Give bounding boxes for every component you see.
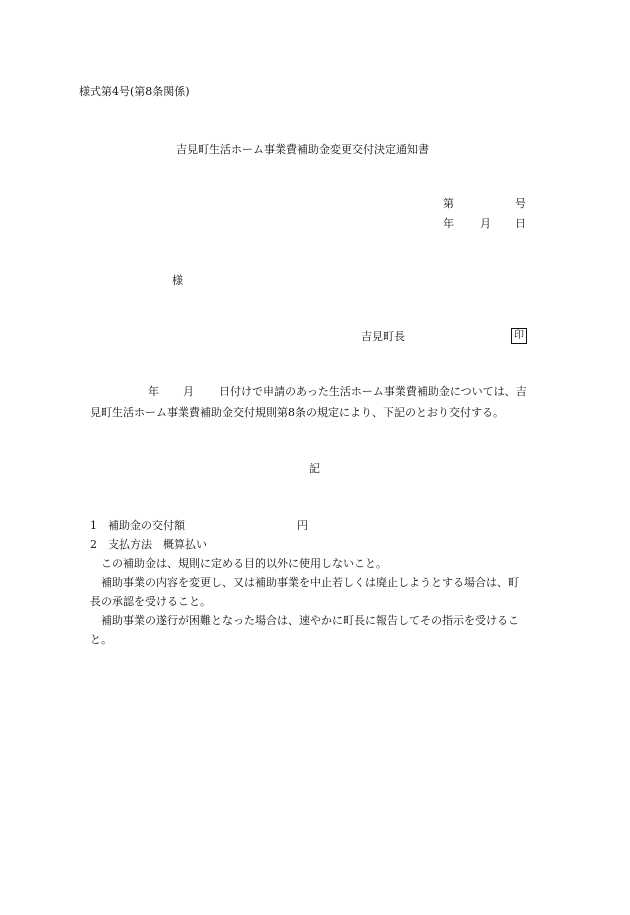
issuer-name: 吉見町長	[361, 330, 405, 343]
seal-mark: 印	[511, 328, 527, 344]
form-label: 様式第4号(第8条関係)	[79, 85, 190, 98]
item-2: 2 支払方法 概算払い	[90, 538, 207, 551]
body-line1: 日付けで申請のあった生活ホーム事業費補助金については、吉	[219, 385, 527, 398]
condition-3-line2: と。	[90, 633, 112, 646]
document-number-prefix: 第	[443, 197, 454, 210]
condition-2-line2: 長の承認を受けること。	[90, 595, 211, 608]
addressee-suffix: 様	[172, 274, 183, 287]
body-line2: 見町生活ホーム事業費補助金交付規則第8条の規定により、下記のとおり交付する。	[90, 406, 504, 419]
condition-3-line1: 補助事業の遂行が困難となった場合は、速やかに町長に報告してその指示を受けるこ	[101, 614, 519, 627]
body-month: 月	[183, 385, 194, 398]
date-day: 日	[515, 217, 526, 230]
document-title: 吉見町生活ホーム事業費補助金変更交付決定通知書	[176, 143, 429, 156]
item-1-unit: 円	[297, 519, 308, 532]
condition-1: この補助金は、規則に定める目的以外に使用しないこと。	[101, 557, 387, 570]
item-1-label: 1 補助金の交付額	[90, 519, 185, 532]
document-number-suffix: 号	[515, 197, 526, 210]
condition-2-line1: 補助事業の内容を変更し、又は補助事業を中止若しくは廃止しようとする場合は、町	[101, 576, 519, 589]
ki-heading: 記	[309, 462, 320, 475]
body-year: 年	[148, 385, 159, 398]
date-month: 月	[480, 217, 491, 230]
date-year: 年	[443, 217, 454, 230]
